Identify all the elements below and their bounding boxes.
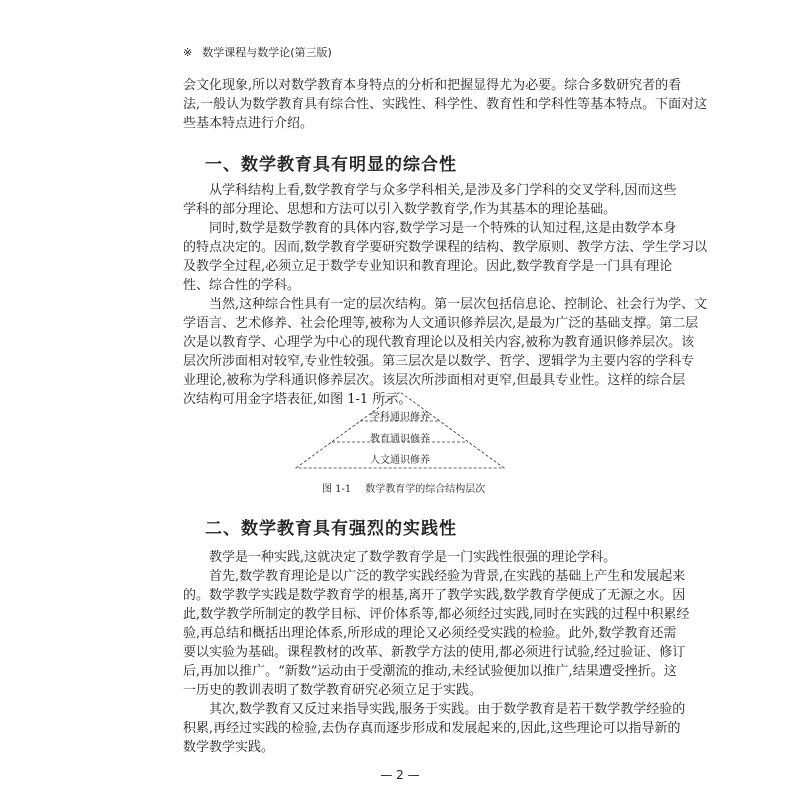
text-line: 次是以教育学、心理学为中心的现代教育理论以及相关内容,被称为教育通识修养层次。该: [183, 335, 695, 350]
pyramid-level-bottom: 人文通识修养: [370, 455, 430, 466]
caption-text: 数学教育学的综合结构层次: [365, 484, 486, 495]
text-line: 要以实验为基础。课程教材的改革、新教学方法的使用,都必须进行试验,经过验证、修订: [183, 645, 686, 660]
section-1-body: [183, 181, 708, 409]
text-line: 学语言、艺术修养、社会伦理等,被称为人文通识修养层次,是最为广泛的基础支撑。第二层: [183, 316, 699, 331]
section-2-body: [183, 548, 690, 757]
text-line: 些基本特点进行介绍。: [183, 116, 314, 131]
section-heading-1: 一、数学教育具有明显的综合性: [205, 155, 457, 175]
intro-paragraph: [183, 76, 708, 133]
text-line: 验,再总结和概括出理论体系,所形成的理论又必须经受实践的检验。此外,数学教育还需: [183, 626, 677, 641]
text-line: 次结构可用金字塔表征,如图 1-1 所示。: [183, 392, 412, 407]
figure-caption: [322, 480, 485, 495]
book-title: 数学课程与数学论(第三版): [202, 46, 332, 59]
pyramid-level-top: 学科通识修养: [370, 412, 430, 423]
text-line: 学科的部分理论、思想和方法可以引入数学教育学,作为其基本的理论基础。: [183, 202, 617, 217]
header-mark: ※: [183, 46, 193, 59]
text-line: 后,再加以推广。“新数”运动由于受潮流的推动,未经试验便加以推广,结果遭受挫折。这: [183, 664, 677, 679]
text-line: 数学教学实践。: [183, 740, 275, 755]
caption-number: 图 1-1: [322, 484, 352, 495]
section-heading-2: 二、数学教育具有强烈的实践性: [205, 519, 457, 539]
running-header: [183, 44, 332, 60]
text-line: 此,数学教学所制定的教学目标、评价体系等,都必须经过实践,同时在实践的过程中积累经: [183, 607, 690, 622]
text-line: 教学是一种实践,这就决定了数学教育学是一门实践性很强的理论学科。: [209, 550, 617, 565]
text-line: 一历史的教训表明了数学教育研究必须立足于实践。: [183, 683, 483, 698]
text-line: 层次所涉面相对较窄,专业性较强。第三层次是以数学、哲学、逻辑学为主要内容的学科专: [183, 354, 695, 369]
text-line: 当然,这种综合性具有一定的层次结构。第一层次包括信息论、控制论、社会行为学、文: [209, 297, 708, 312]
text-line: 其次,数学教育又反过来指导实践,服务于实践。由于数学教育是若干数学教学经验的: [209, 702, 686, 717]
text-line: 会文化现象,所以对数学教育本身特点的分析和把握显得尤为必要。综合多数研究者的看: [183, 78, 682, 93]
text-line: 的特点决定的。因而,数学教育学要研究数学课程的结构、教学原则、教学方法、学生学习以: [183, 240, 708, 255]
text-line: 法,一般认为数学教育具有综合性、实践性、科学性、教育性和学科性等基本特点。下面对这: [183, 97, 708, 112]
text-line: 的。数学教学实践是数学教育学的根基,离开了教学实践,数学教育学便成了无源之水。因: [183, 588, 686, 603]
text-line: 及教学全过程,必须立足于数学专业知识和教育理论。因此,数学教育学是一门具有理论: [183, 259, 673, 274]
page-number: — 2 —: [380, 768, 420, 782]
text-line: 首先,数学教育理论是以广泛的教学实践经验为背景,在实践的基础上产生和发展起来: [209, 569, 686, 584]
text-line: 性、综合性的学科。: [183, 278, 301, 293]
pyramid-level-middle: 教育通识修养: [370, 434, 430, 445]
text-line: 业理论,被称为学科通识修养层次。该层次所涉面相对更窄,但最具专业性。这样的综合层: [183, 373, 686, 388]
text-line: 积累,再经过实践的检验,去伪存真而逐步形成和发展起来的,因此,这些理论可以指导新的: [183, 721, 681, 736]
text-line: 从学科结构上看,数学教育学与众多学科相关,是涉及多门学科的交叉学科,因而这些: [209, 183, 677, 198]
text-line: 同时,数学是数学教育的具体内容,数学学习是一个特殊的认知过程,这是由数学本身: [209, 221, 677, 236]
